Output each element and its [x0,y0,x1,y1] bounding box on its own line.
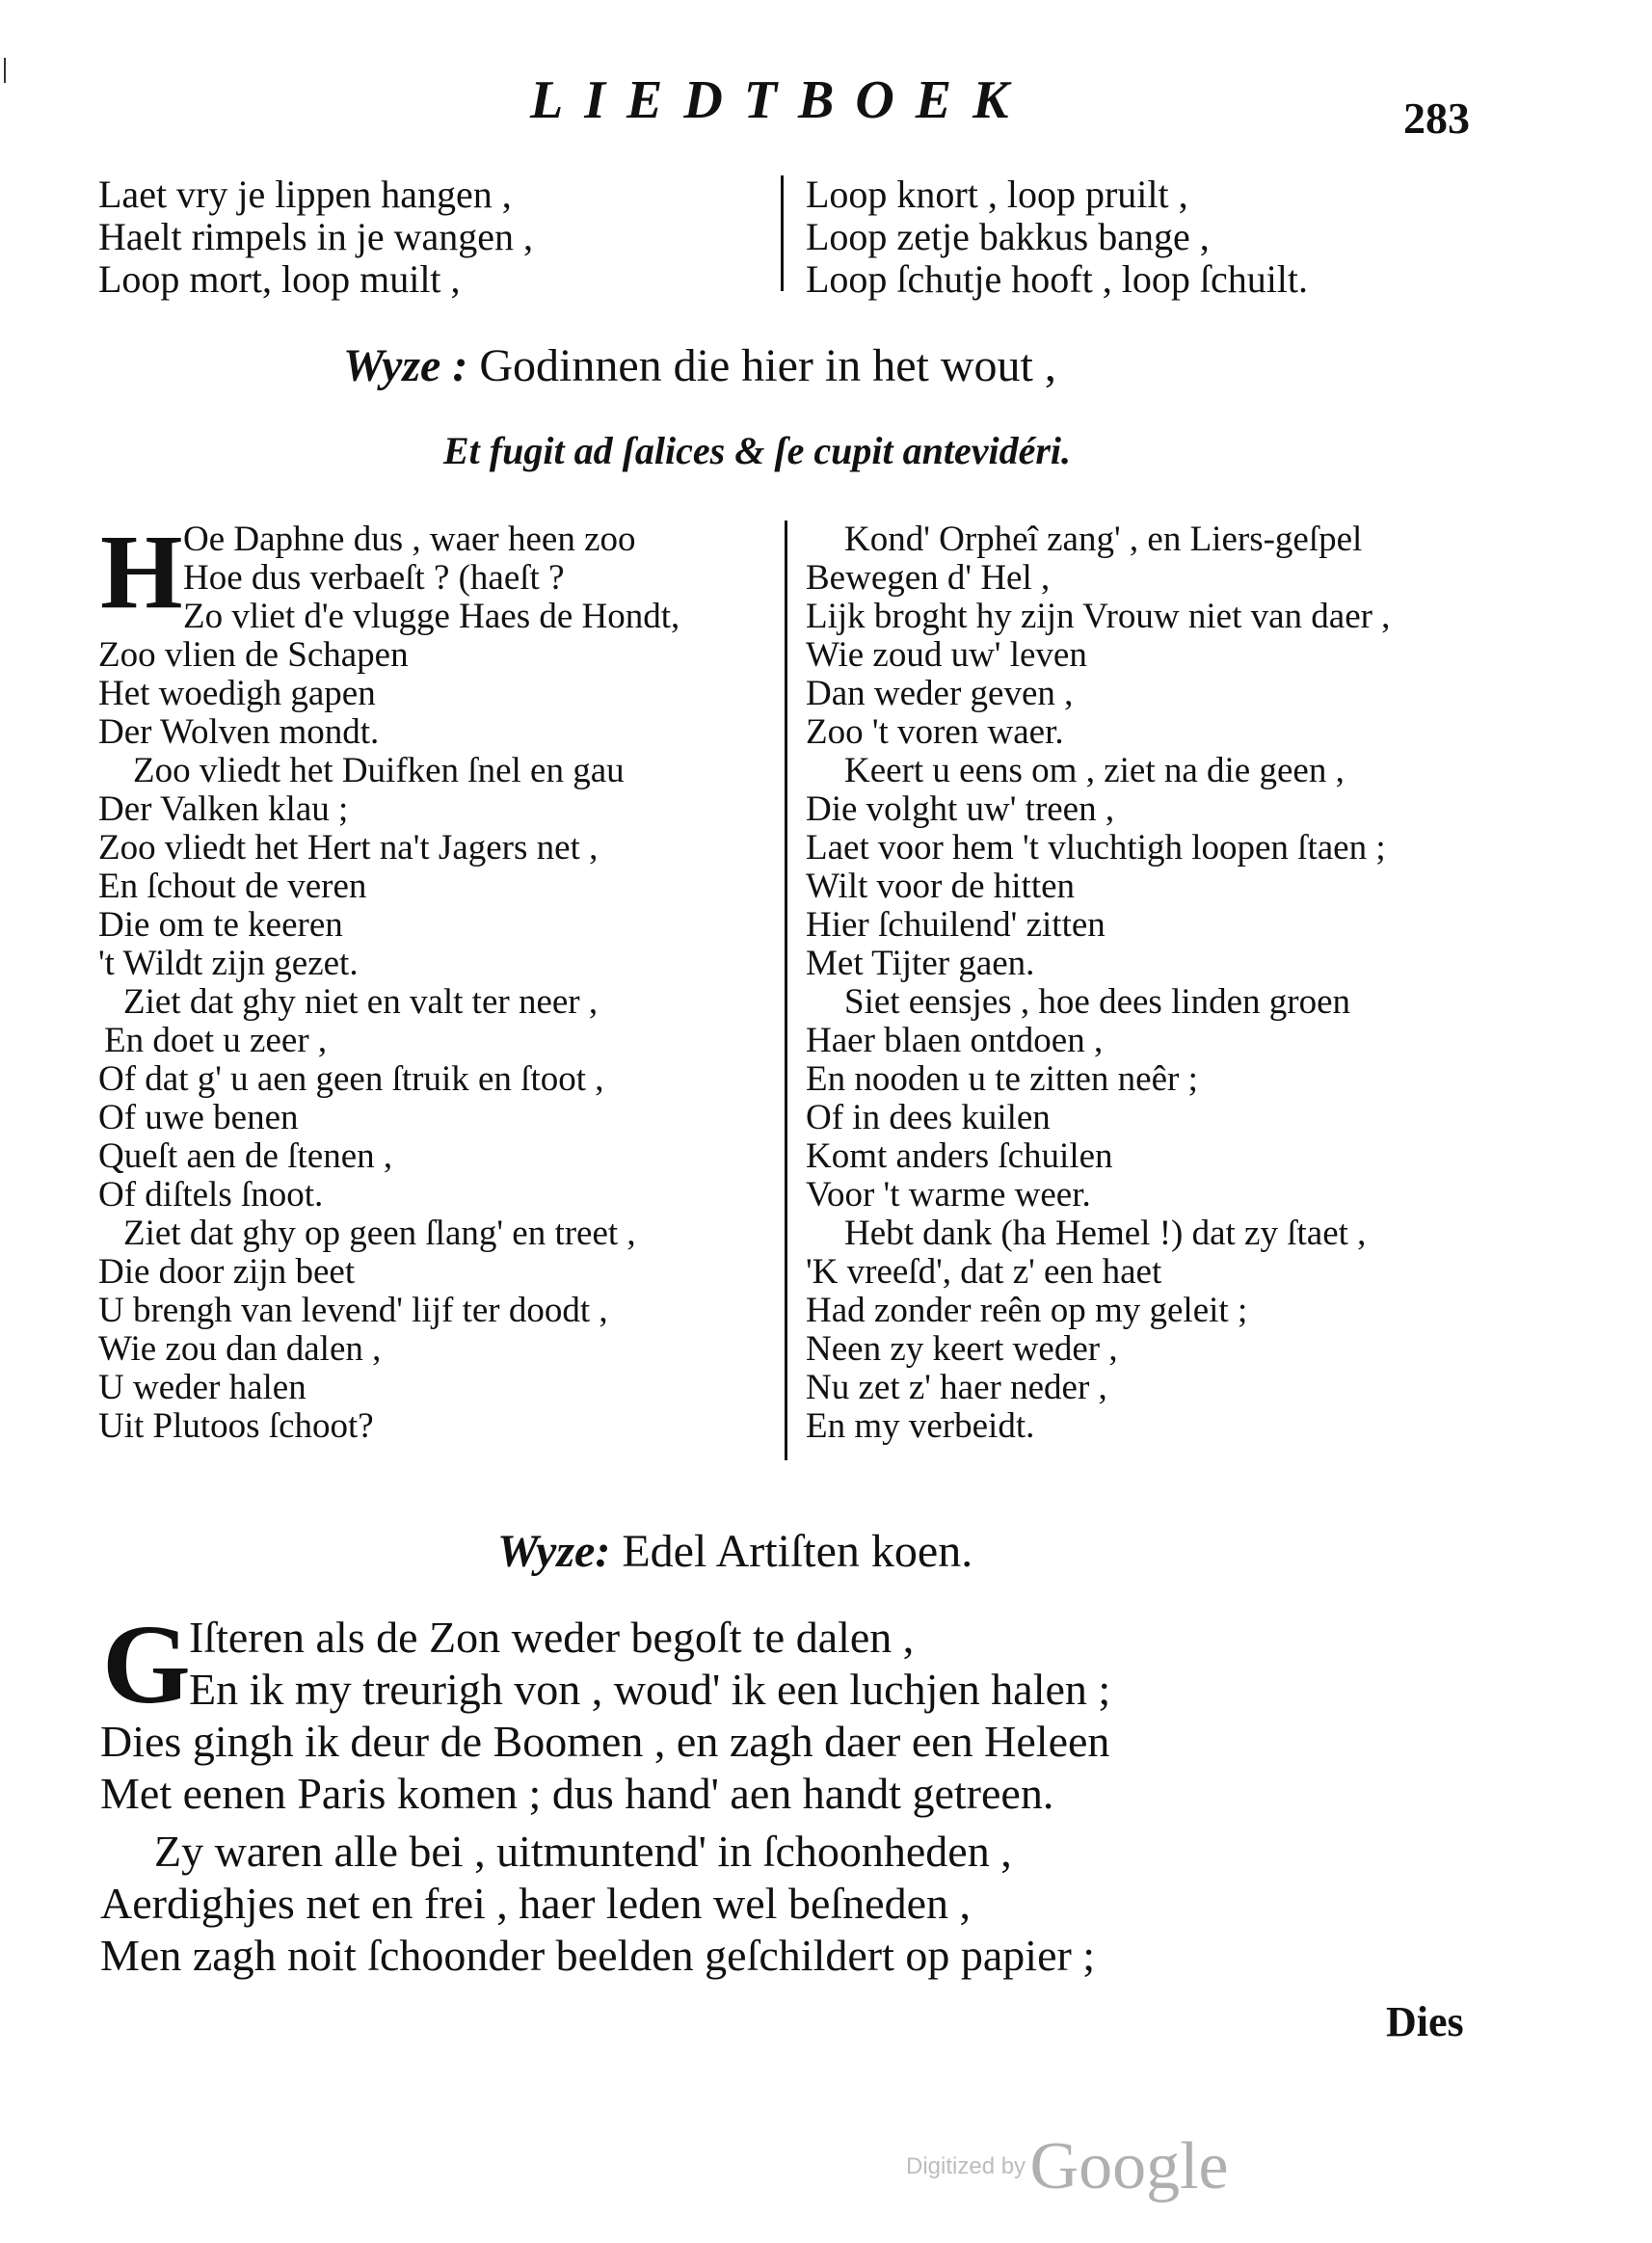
verse-line: Komt anders ſchuilen [806,1136,1113,1176]
verse-line: Met Tijter gaen. [806,944,1035,983]
verse-line: En doet u zeer , [104,1021,328,1060]
verse-line: Wie zou dan dalen , [98,1329,382,1369]
verse-line: En ik my treurigh von , woud' ik een luchjen halen ; [189,1665,1111,1714]
verse-line: Loop zetje bakkus bange , [806,215,1210,258]
margin-mark [4,58,6,83]
verse-line: Kond' Orpheî zang' , en Liers-geſpel [844,520,1363,559]
tune-heading-2 [497,1525,973,1578]
verse-line: Iſteren als de Zon weder begoſt te dalen , [189,1613,915,1662]
drop-cap: G [102,1601,191,1727]
running-head: LIEDTBOEK [530,70,1030,130]
tune-label: Wyze : [343,340,468,391]
verse-line: Of diſtels ſnoot. [98,1175,324,1215]
verse-line: Bewegen d' Hel , [806,558,1051,598]
verse-line: Zoo vlien de Schapen [98,635,409,675]
verse-line: Uit Plutoos ſchoot? [98,1406,374,1446]
verse-line: Die volght uw' treen , [806,789,1115,829]
verse-line: Oe Daphne dus , waer heen zoo [183,520,636,559]
verse-line: Die om te keeren [98,905,343,945]
verse-line: Nu zet z' haer neder , [806,1368,1107,1407]
verse-line: En my verbeidt. [806,1406,1035,1446]
verse-line: Die door zijn beet [98,1252,356,1292]
verse-line: Met eenen Paris komen ; dus hand' aen handt getreen. [100,1769,1054,1818]
verse-line: U weder halen [98,1368,306,1407]
verse-line: Hier ſchuilend' zitten [806,905,1106,945]
verse-line: Haer blaen ontdoen , [806,1021,1104,1060]
verse-line: Men zagh noit ſchoonder beelden geſchildert op papier ; [100,1931,1096,1980]
verse-line: Siet eensjes , hoe dees linden groen [844,982,1351,1022]
tune-name: Godinnen die hier in het wout , [479,340,1056,391]
verse-line: Voor 't warme weer. [806,1175,1091,1215]
verse-line: Dies gingh ik deur de Boomen , en zagh daer een Heleen [100,1717,1110,1766]
verse-line: Wie zoud uw' leven [806,635,1087,675]
column-rule [785,521,787,1460]
catchword: Dies [1386,1998,1464,2045]
drop-cap: H [100,513,183,630]
verse-line: Zy waren alle bei , uitmuntend' in ſchoonheden , [154,1827,1012,1876]
verse-line: En nooden u te zitten neêr ; [806,1059,1198,1099]
verse-line: Laet vry je lippen hangen , [98,173,512,216]
verse-line: Zoo 't voren waer. [806,712,1064,752]
tune-heading-1 [343,339,1056,392]
tune-name: Edel Artiſten koen. [622,1526,973,1577]
verse-line: Haelt rimpels in je wangen , [98,215,533,258]
verse-line: Der Wolven mondt. [98,712,380,752]
verse-line: Loop mort, loop muilt , [98,257,461,301]
digitization-watermark [906,2128,1229,2205]
tune-label: Wyze: [497,1526,611,1577]
verse-line: Hoe dus verbaeſt ? (haeſt ? [183,558,565,598]
verse-line: Lijk broght hy zijn Vrouw niet van daer , [806,597,1391,636]
verse-line: 'K vreeſd', dat z' een haet [806,1252,1162,1292]
verse-line: Der Valken klau ; [98,789,349,829]
verse-line: Keert u eens om , ziet na die geen , [844,751,1345,790]
verse-line: Zo vliet d'e vlugge Haes de Hondt, [183,597,680,636]
verse-line: En ſchout de veren [98,867,367,906]
verse-line: Queſt aen de ſtenen , [98,1136,393,1176]
verse-line: Dan weder geven , [806,674,1074,713]
verse-line: 't Wildt zijn gezet. [98,944,359,983]
verse-line: Of uwe benen [98,1098,299,1137]
verse-line: Neen zy keert weder , [806,1329,1118,1369]
verse-line: Ziet dat ghy niet en valt ter neer , [123,982,599,1022]
latin-motto: Et fugit ad ſalices & ſe cupit antevidéri. [443,429,1072,472]
page-number: 283 [1403,93,1470,143]
verse-line: Of dat g' u aen geen ſtruik en ſtoot , [98,1059,604,1099]
verse-line: Hebt dank (ha Hemel !) dat zy ſtaet , [844,1214,1367,1253]
verse-line: Laet voor hem 't vluchtigh loopen ſtaen ; [806,828,1386,868]
verse-line: Had zonder reên op my geleit ; [806,1291,1248,1330]
verse-line: Het woedigh gapen [98,674,376,713]
verse-line: Aerdighjes net en frei , haer leden wel beſneden , [100,1879,971,1928]
digitized-by-label: Digitized by [906,2153,1026,2179]
verse-line: Loop knort , loop pruilt , [806,173,1188,216]
verse-line: Ziet dat ghy op geen ſlang' en treet , [123,1214,636,1253]
column-rule [781,175,784,291]
google-logo: Google [1029,2129,1229,2203]
verse-line: Zoo vliedt het Hert na't Jagers net , [98,828,599,868]
verse-line: U brengh van levend' lijf ter doodt , [98,1291,608,1330]
verse-line: Wilt voor de hitten [806,867,1076,906]
verse-line: Of in dees kuilen [806,1098,1051,1137]
verse-line: Loop ſchutje hooft , loop ſchuilt. [806,257,1309,301]
verse-line: Zoo vliedt het Duifken ſnel en gau [133,751,625,790]
